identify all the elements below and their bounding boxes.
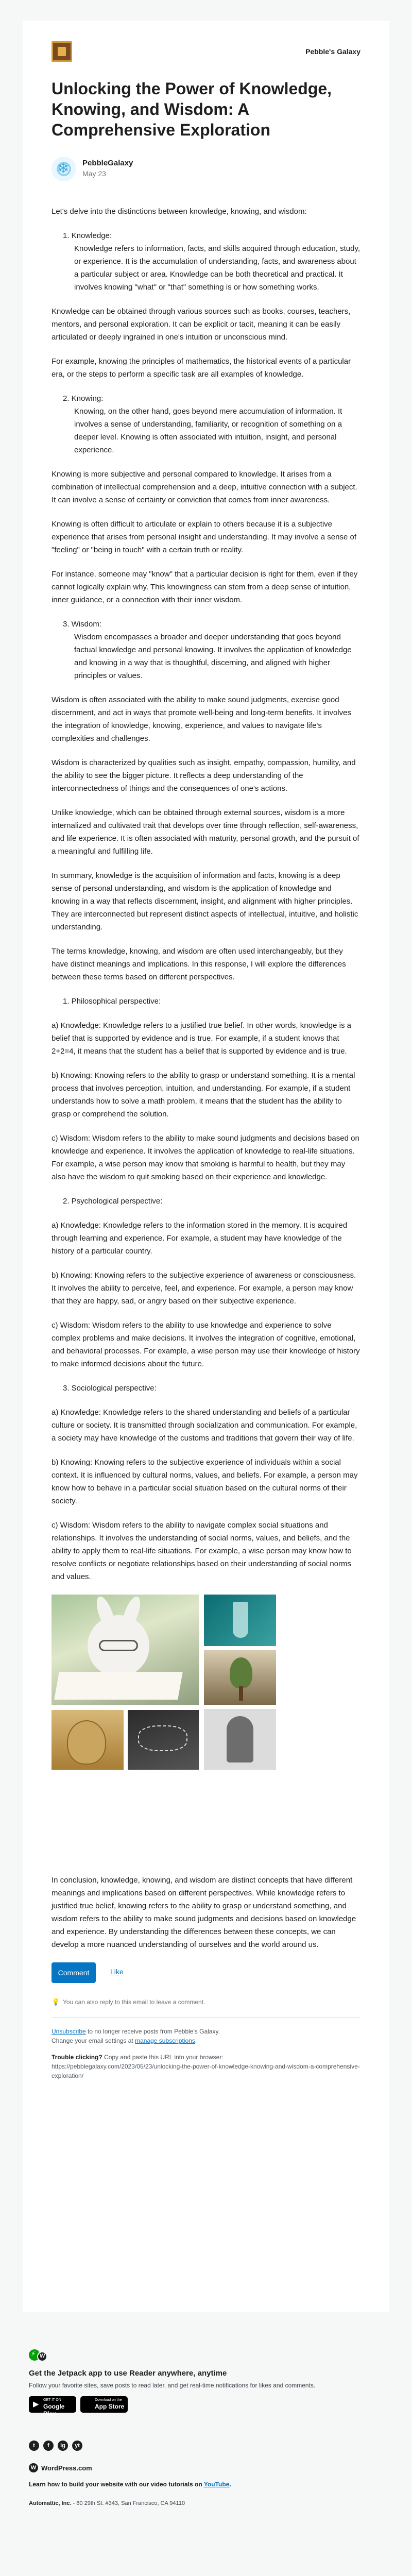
comment-button[interactable]: Comment	[52, 1962, 96, 1983]
wordpress-logo-icon: W	[29, 2463, 38, 2472]
divider	[52, 2017, 360, 2018]
numbered-heading: 2. Psychological perspective:	[63, 1197, 163, 1206]
google-play-button[interactable]: ▶ GET IT ON Google Play	[29, 2396, 76, 2413]
learn-text: Learn how to build your website with our video tutorials on YouTube.	[29, 2481, 231, 2488]
numbered-body: Knowing, on the other hand, goes beyond mere accumulation of information. It involves a sense of understanding, familiarity, or recognition of something on a deeper level. Knowing is often associated with intuition, insight, and personal experience.	[74, 407, 342, 454]
paragraph: a) Knowledge: Knowledge refers to the shared understanding and beliefs of a particular culture or society. It is transmitted through socialization and communication. For example, a society may have knowledge of the customs and traditions that govern their way of life.	[52, 1408, 357, 1443]
site-name[interactable]: Pebble's Galaxy	[305, 47, 360, 56]
twitter-icon[interactable]: t	[29, 2441, 39, 2451]
paragraph: b) Knowing: Knowing refers to the subjective experience of individuals within a social context. It is influenced by cultural norms, values, and beliefs. For example, a person may know how to behave in a particular social situation based on the cultural norms of their society.	[52, 1458, 358, 1505]
email-card	[23, 21, 389, 2312]
post-url[interactable]: https://pebblegalaxy.com/2023/05/23/unlocking-the-power-of-knowledge-knowing-and-wisdom-a-comprehensive-exploration/	[52, 2063, 360, 2079]
paragraph: For example, knowing the principles of mathematics, the historical events of a particular era, or the steps to perform a specific task are all examples of knowledge.	[52, 357, 351, 379]
social-links	[29, 2441, 383, 2453]
youtube-link[interactable]: YouTube	[203, 2481, 230, 2488]
unsubscribe-link[interactable]: Unsubscribe	[52, 2028, 86, 2035]
gallery-image-chalkboard[interactable]	[128, 1710, 199, 1770]
gallery-image-tree[interactable]	[204, 1650, 276, 1705]
app-store-button[interactable]: Download on the App Store	[80, 2396, 128, 2413]
author-avatar	[52, 157, 76, 181]
site-header	[52, 41, 360, 78]
lightbulb-icon: 💡	[52, 1998, 60, 2006]
gallery-image-head[interactable]	[52, 1710, 124, 1770]
author-block	[52, 155, 360, 183]
paragraph: In summary, knowledge is the acquisition of information and facts, knowing is a deep sense of personal understanding, and wisdom is the application of knowledge and knowing in a way that reflects discernment, insight, and alignment with higher principles. They are interconnected but represent distinct aspects of intellectual, intuitive, and holistic understanding.	[52, 871, 358, 931]
wordpress-brand	[29, 2463, 383, 2473]
post-date: May 23	[82, 170, 106, 178]
paragraph: Knowledge can be obtained through various sources such as books, courses, teachers, mentors, and personal exploration. It can be explicit or tacit, meaning it can be easily articulated or deeply ingrained in one's intuition or unconscious mind.	[52, 307, 351, 342]
paragraph: c) Wisdom: Wisdom refers to the ability to make sound judgments and decisions based on knowledge and experience. It involves the application of knowledge to real-life situations. For example, a wise person may know that smoking is harmful to health, but they may also have the wisdom to quit smoking based on their experience and knowledge.	[52, 1134, 359, 1181]
gallery-image-bunny-reading[interactable]	[52, 1595, 199, 1705]
paragraph: Knowing is often difficult to articulate or explain to others because it is a subjective experience that arises from personal insight and understanding. It may involve a sense of "feeling" or "being in touch" with a certain truth or reality.	[52, 520, 357, 554]
paragraph: Wisdom is often associated with the ability to make sound judgments, exercise good discernment, and act in ways that promote well-being and long-term benefits. It involves the integration of knowledge, knowing, experience, and values to navigate life's complexities and challenges.	[52, 696, 351, 743]
numbered-body: Knowledge refers to information, facts, and skills acquired through education, study, or experience. It is the accumulation of understanding, facts, and awareness about a particular subject or area. Knowledge can be both theoretical and practical. It involves knowing "what" or "that" something is or how something works.	[74, 244, 360, 292]
paragraph: a) Knowledge: Knowledge refers to a justified true belief. In other words, knowledge is a belief that is supported by evidence and is true. For example, if a student knows that 2+2=4, it means that the student has a belief that is supported by evidence and is true.	[52, 1021, 351, 1056]
paragraph: The terms knowledge, knowing, and wisdom are often used interchangeably, but they have distinct meanings and implications. In this response, I will explore the differences between these terms based on different perspectives.	[52, 947, 346, 981]
paragraph: b) Knowing: Knowing refers to the ability to grasp or understand something. It is a mental process that involves perception, intuition, and understanding. For example, if a student understands how to solve a math problem, it means that the student has the ability to grasp or comprehend the solution.	[52, 1071, 355, 1118]
paragraph: a) Knowledge: Knowledge refers to the information stored in the memory. It is acquired through learning and experience. For example, a student may have knowledge of the history of a particular country.	[52, 1221, 348, 1256]
numbered-heading: 3. Sociological perspective:	[63, 1384, 157, 1393]
paragraph: Unlike knowledge, which can be obtained through external sources, wisdom is a more internalized and cultivated trait that develops over time through reflection, self-awareness, and life experience. It is often associated with maturity, personal growth, and the pursuit of a meaningful and fulfilling life.	[52, 808, 359, 856]
paragraph: In conclusion, knowledge, knowing, and wisdom are distinct concepts that have different meanings and implications based on different perspectives. While knowledge refers to justified true belief, knowing refers to the ability to grasp or understand something, and wisdom refers to the ability to make sound judgments and decisions based on knowledge and experience. By understanding the differences between these concepts, we can develop a more nuanced understanding of ourselves and the world around us.	[52, 1876, 356, 1949]
numbered-body: Wisdom encompasses a broader and deeper understanding that goes beyond factual knowledge and personal knowing. It involves the application of knowledge and knowing in a way that is thoughtful, discerning, and aligned with higher principles or values.	[74, 633, 352, 680]
site-logo[interactable]	[52, 41, 72, 62]
google-play-icon: ▶	[33, 2399, 39, 2409]
paragraph: For instance, someone may "know" that a particular decision is right for them, even if they cannot logically explain why. This knowingness can stem from a deep sense of intuition, inner guidance, or a connection with their inner wisdom.	[52, 570, 358, 604]
wordpress-icon	[37, 2351, 47, 2362]
post-title[interactable]: Unlocking the Power of Knowledge, Knowing, and Wisdom: A Comprehensive Exploration	[52, 79, 332, 139]
email-footer	[29, 2349, 383, 2506]
jetpack-subtitle: Follow your favorite sites, save posts to read later, and get real-time notifications for likes and comments.	[29, 2382, 316, 2389]
app-store-badges	[29, 2396, 383, 2417]
subscription-footer: Unsubscribe to no longer receive posts from Pebble's Galaxy. Change your email settings at manage subscriptions.	[52, 2028, 220, 2044]
gallery-image-flask[interactable]	[204, 1595, 276, 1646]
instagram-icon[interactable]: ig	[58, 2441, 68, 2451]
youtube-icon[interactable]: yt	[72, 2441, 82, 2451]
paragraph: c) Wisdom: Wisdom refers to the ability to use knowledge and experience to solve complex problems and make decisions. It involves the integration of cognitive, emotional, and behavioral processes. For example, a wise person may use their knowledge of history to make informed decisions about the future.	[52, 1321, 360, 1368]
paragraph: b) Knowing: Knowing refers to the subjective experience of awareness or consciousness. It involves the ability to perceive, feel, and experience. For example, a person may know that they are happy, sad, or angry based on their subjective experience.	[52, 1271, 356, 1306]
post-content	[52, 205, 360, 1951]
trouble-clicking: Trouble clicking? Copy and paste this URL into your browser: https://pebblegalaxy.com/2023/05/23/unlocking-the-power-of-knowledge-knowing-and-wisdom-a-comprehensive-exploration/	[52, 2054, 360, 2079]
numbered-heading: 3. Wisdom:	[63, 620, 102, 629]
author-name[interactable]: PebbleGalaxy	[82, 159, 133, 167]
image-gallery	[52, 1595, 360, 1862]
numbered-heading: 1. Knowledge:	[63, 231, 112, 240]
wordpress-name[interactable]: WordPress.com	[41, 2464, 92, 2472]
email-body	[52, 41, 360, 2080]
facebook-icon[interactable]: f	[43, 2441, 54, 2451]
like-link[interactable]: Like	[110, 1968, 124, 1976]
reply-note: 💡 You can also reply to this email to leave a comment.	[52, 1998, 205, 2006]
gallery-image-figure[interactable]	[204, 1709, 276, 1770]
manage-subscriptions-link[interactable]: manage subscriptions	[135, 2037, 195, 2044]
numbered-heading: 2. Knowing:	[63, 394, 104, 403]
paragraph: Knowing is more subjective and personal compared to knowledge. It arises from a combination of intellectual comprehension and a deep, intuitive connection with a subject. It can involve a sense of certainty or conviction that comes from inner awareness.	[52, 470, 357, 504]
paragraph: Let's delve into the distinctions between knowledge, knowing, and wisdom:	[52, 207, 307, 216]
company-address: Automattic, Inc. - 60 29th St. #343, San Francisco, CA 94110	[29, 2500, 185, 2506]
jetpack-title: Get the Jetpack app to use Reader anywhere, anytime	[29, 2369, 227, 2378]
numbered-heading: 1. Philosophical perspective:	[63, 997, 161, 1006]
jetpack-logo	[29, 2349, 383, 2362]
paragraph: Wisdom is characterized by qualities such as insight, empathy, compassion, humility, and the ability to see the bigger picture. It reflects a deep understanding of the interconnectedness of things and the consequences of one's actions.	[52, 758, 356, 793]
post-actions	[52, 1962, 360, 1983]
paragraph: c) Wisdom: Wisdom refers to the ability to navigate complex social situations and relationships. It involves the understanding of social norms, values, and beliefs, and the ability to apply them to real-life situations. For example, a wise person may know how to resolve conflicts or negotiate relationships based on their understanding of social norms and values.	[52, 1521, 352, 1581]
